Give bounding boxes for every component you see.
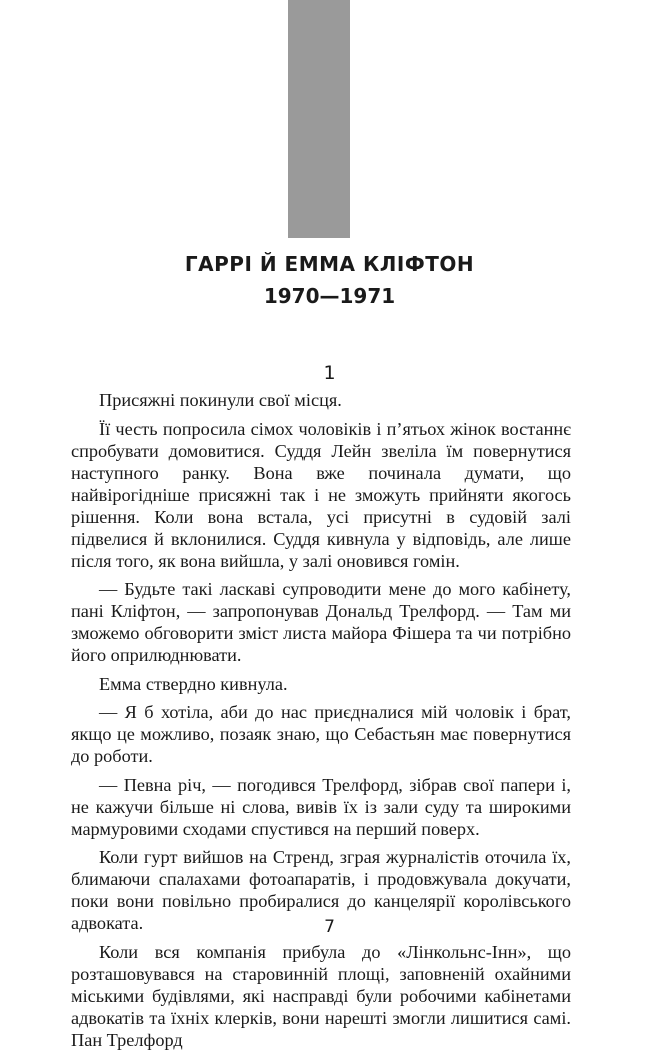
page-number: 7 xyxy=(324,917,335,937)
decorative-gray-band xyxy=(288,0,350,238)
chapter-text xyxy=(71,389,571,1057)
part-years: 1970—1971 xyxy=(263,284,396,308)
paragraph: Присяжні покинули свої місця. xyxy=(99,390,342,410)
paragraph: Її честь попросила сімох чоловіків і п’ятьох жінок востаннє спробувати домовитися. Суддя Лейн звеліла їм повернутися наступного ранку. Вона вже починала думати, що найвірогідніше присяжні так і не зможуть прийняти якогось рішення. Коли вона встала, усі присутні в судовій залі підвелися й вклонилися. Суддя кивнула у відповідь, але лише після того, як вона вийшла, у залі оновився гомін. xyxy=(71,418,571,571)
paragraph: Коли гурт вийшов на Стренд, зграя журналістів оточила їх, блимаючи спалахами фотоапаратів, і продовжувала докучати, поки вони повільно пробиралися до канцелярії королівського адвоката. xyxy=(71,847,571,933)
paragraph: — Я б хотіла, аби до нас приєдналися мій чоловік і брат, якщо це можливо, позаяк знаю, що Себастьян має повернутися до роботи. xyxy=(71,702,571,766)
paragraph: — Будьте такі ласкаві супроводити мене до мого кабінету, пані Кліфтон, — запропонував Дональд Трелфорд. — Там ми зможемо обговорити зміст листа майора Фішера та чи потрібно його оприлюднювати. xyxy=(71,579,571,665)
paragraph: — Певна річ, — погодився Трелфорд, зібрав свої папери і, не кажучи більше ні слова, вивів їх із зали суду та широкими мармуровими сходами спустився на перший поверх. xyxy=(71,774,571,839)
part-title: ГАРРІ Й ЕММА КЛІФТОН xyxy=(184,252,475,276)
paragraph: Коли вся компанія прибула до «Лінкольнс-Інн», що розташовувався на старовинній площі, заповненій охайними міськими будівлями, які насправді були робочими кабінетами адвокатів та їхніх клерків, вони нарешті змогли лишитися самі. Пан Трелфорд xyxy=(71,941,571,1050)
chapter-number: 1 xyxy=(323,362,336,384)
paragraph: Емма ствердно кивнула. xyxy=(99,673,288,694)
